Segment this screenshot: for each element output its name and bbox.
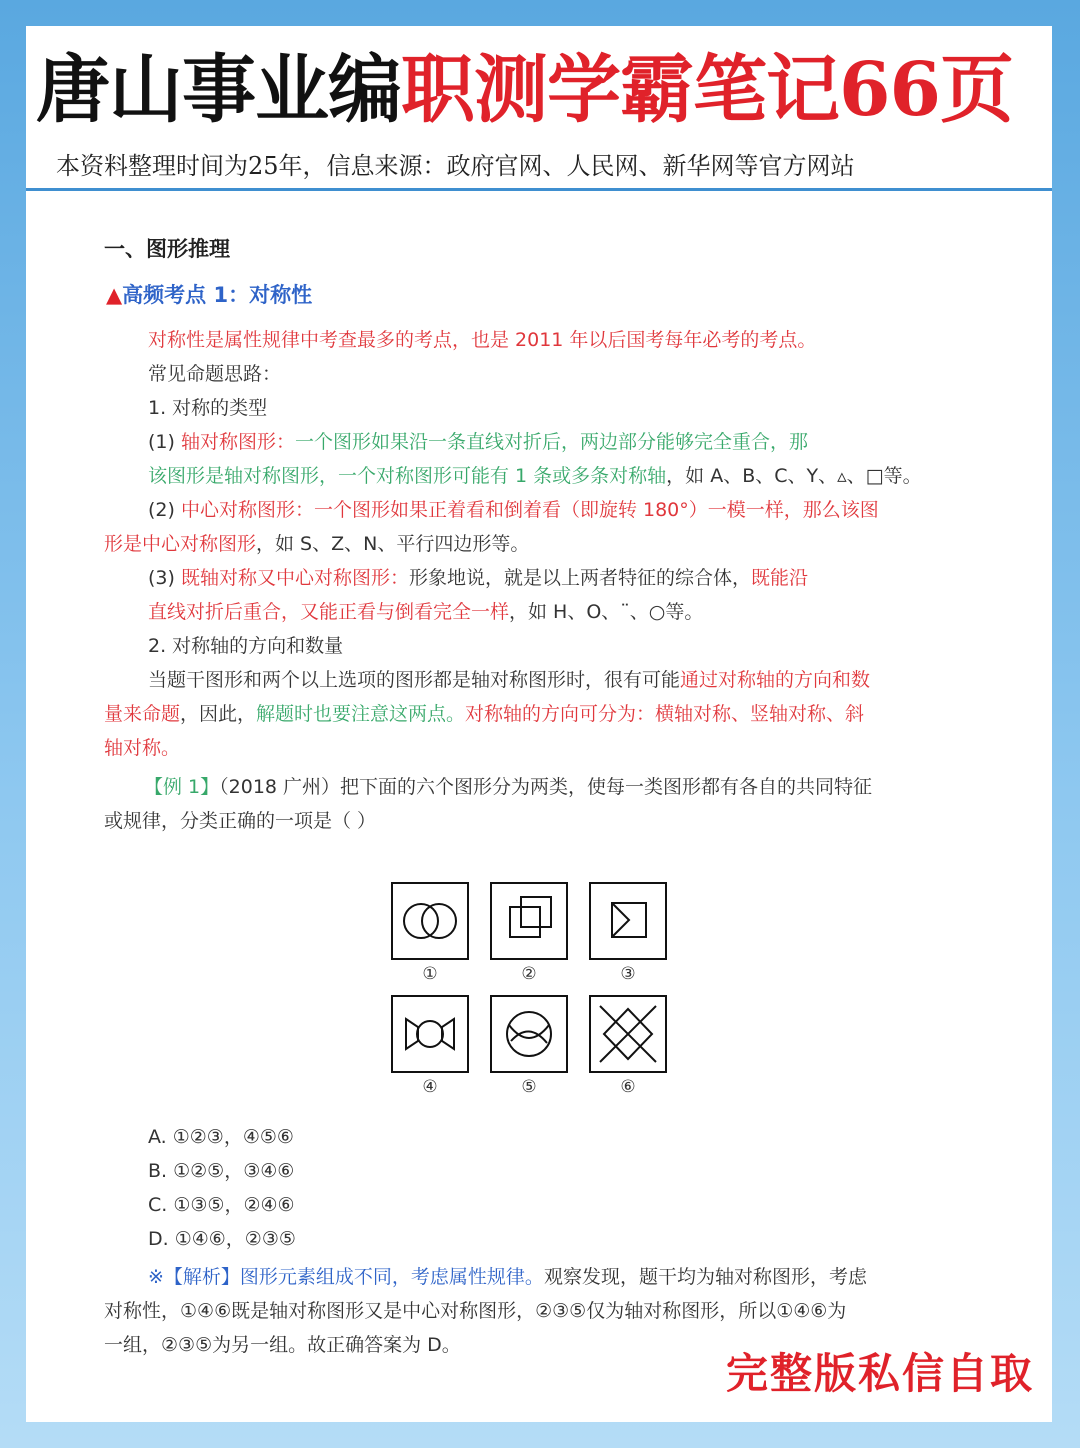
- source-note: 本资料整理时间为25年，信息来源：政府官网、人民网、新华网等官方网站: [56, 152, 855, 180]
- analysis-text: 观察发现，题干均为轴对称图形，考虑: [543, 1266, 867, 1288]
- axis-highlight: 通过对称轴的方向和数: [680, 669, 871, 691]
- body-line-2: 常见命题思路：: [148, 363, 282, 385]
- axis-highlight-cont: 量来命题: [104, 703, 181, 725]
- subheading-text: 高频考点 1：对称性: [122, 283, 313, 307]
- definition-central: 中心对称图形：一个图形如果正着看和倒着看（即旋转 180°）一模一样，那么该图: [180, 499, 879, 521]
- section-heading: 一、图形推理: [104, 237, 230, 261]
- item-number: (2): [148, 499, 181, 521]
- analysis-line-1: [148, 1261, 867, 1293]
- option-c: C. ①③⑤，②④⑥: [148, 1194, 295, 1216]
- shape-3-lines: [612, 903, 629, 937]
- body-line-8: [148, 562, 808, 594]
- example-line-2: 或规律，分类正确的一项是（ ）: [104, 810, 377, 832]
- body-line-11: [148, 664, 870, 696]
- example-question: （2018 广州）把下面的六个图形分为两类，使每一类图形都有各自的共同特征: [219, 776, 873, 798]
- central-examples: ，如 S、Z、N、平行四边形等。: [256, 533, 530, 555]
- axial-examples: ，如 A、B、C、Y、▵、□等。: [666, 465, 922, 487]
- both-examples: ，如 H、O、¨、○等。: [509, 601, 704, 623]
- shape-4-circle: [417, 1021, 443, 1047]
- figure-label-3: ③: [620, 964, 636, 984]
- header-banner: [26, 26, 1052, 191]
- body-line-10: 2. 对称轴的方向和数量: [148, 635, 344, 657]
- term-axial: 轴对称图形：: [180, 431, 295, 453]
- body-line-13: 轴对称。: [104, 737, 181, 759]
- definition-axial-cont: 该图形是轴对称图形，一个对称图形可能有 1 条或多条对称轴: [148, 465, 667, 487]
- figure-label-6: ⑥: [620, 1077, 636, 1097]
- analysis-line-2: 对称性，①④⑥既是轴对称图形又是中心对称图形，②③⑤仅为轴对称图形，所以①④⑥为: [104, 1300, 847, 1322]
- body-line-7: [104, 528, 529, 560]
- shape-2-square-back: [510, 907, 540, 937]
- body-line-4: [148, 426, 808, 458]
- figure-label-5: ⑤: [521, 1077, 537, 1097]
- axis-text: 当题干图形和两个以上选项的图形都是轴对称图形时，很有可能: [148, 669, 681, 691]
- body-line-5: [148, 460, 922, 492]
- figure-label-1: ①: [422, 964, 438, 984]
- subheading: [106, 279, 312, 311]
- body-line-9: [148, 596, 703, 628]
- body-line-3: 1. 对称的类型: [148, 397, 268, 419]
- figure-box-4: [392, 996, 468, 1072]
- title-black-part: 唐山事业编: [36, 47, 401, 133]
- term-both: 既轴对称又中心对称图形：: [180, 567, 409, 589]
- axis-types: 对称轴的方向可分为：横轴对称、竖轴对称、斜: [465, 703, 865, 725]
- note-content: [26, 191, 1052, 1422]
- both-definition-cont: 直线对折后重合，又能正看与倒看完全一样: [148, 601, 510, 623]
- body-line-12: [104, 698, 864, 730]
- both-description: 形象地说，就是以上两者特征的综合体，: [408, 567, 751, 589]
- shape-5-circle: [507, 1012, 551, 1056]
- example-figure: [390, 881, 670, 1101]
- both-definition: 既能沿: [750, 567, 808, 589]
- figure-box-5: [491, 996, 567, 1072]
- item-number: (1): [148, 431, 181, 453]
- triangle-marker-icon: ▲: [106, 283, 123, 307]
- definition-central-cont: 形是中心对称图形: [104, 533, 257, 555]
- option-b: B. ①②⑤，③④⑥: [148, 1160, 295, 1182]
- example-line-1: [144, 771, 872, 803]
- figure-label-2: ②: [521, 964, 537, 984]
- document-page: [26, 26, 1052, 1422]
- analysis-line-3: 一组，②③⑤为另一组。故正确答案为 D。: [104, 1334, 461, 1356]
- body-line-6: [148, 494, 879, 526]
- shape-2-square-front: [521, 897, 551, 927]
- axis-text-cont: ，因此，: [180, 703, 257, 725]
- figure-box-2: [491, 883, 567, 959]
- option-d: D. ①④⑥，②③⑤: [148, 1228, 296, 1250]
- definition-axial: 一个图形如果沿一条直线对折后，两边部分能够完全重合，那: [294, 431, 808, 453]
- body-line-1: 对称性是属性规律中考查最多的考点，也是 2011 年以后国考每年必考的考点。: [148, 329, 817, 351]
- cta-text: 完整版私信自取: [725, 1349, 1034, 1398]
- shape-6-x: [600, 1006, 656, 1062]
- figure-label-4: ④: [422, 1077, 438, 1097]
- title-red-part: 职测学霸笔记66页: [401, 47, 1013, 133]
- page-title: [36, 42, 1046, 138]
- example-tag: 【例 1】: [144, 776, 220, 798]
- option-a: A. ①②③，④⑤⑥: [148, 1126, 294, 1148]
- item-number: (3): [148, 567, 181, 589]
- analysis-tag: ※【解析】: [148, 1266, 240, 1288]
- axis-tip: 解题时也要注意这两点。: [256, 703, 466, 725]
- analysis-highlight: 图形元素组成不同，考虑属性规律。: [239, 1266, 544, 1288]
